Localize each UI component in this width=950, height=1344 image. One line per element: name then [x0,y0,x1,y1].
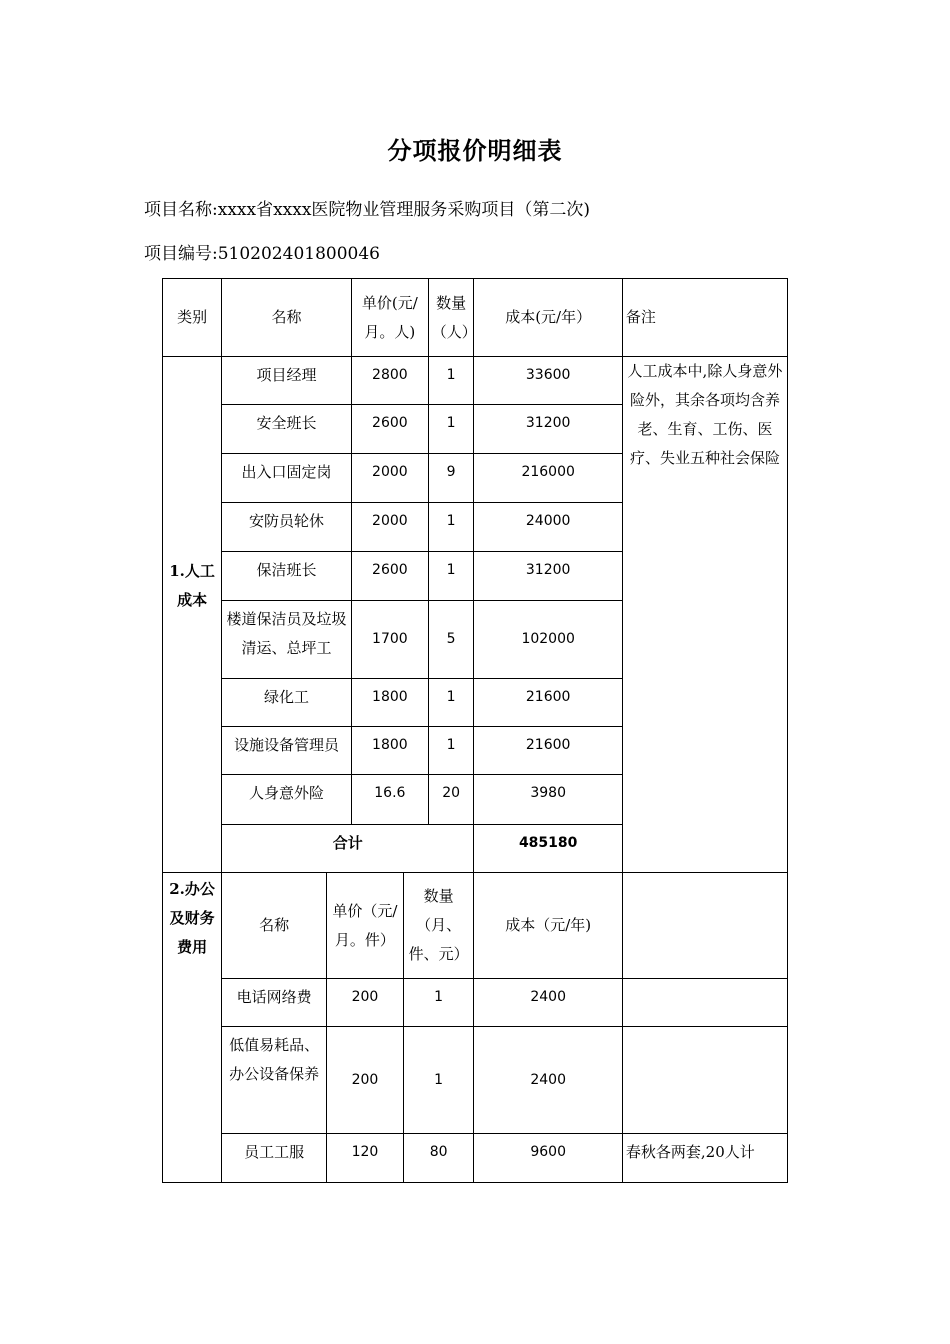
item-price: 1700 [351,601,428,679]
item-qty: 80 [403,1134,474,1183]
item-cost: 102000 [474,601,622,679]
project-code: 项目编号:510202401800046 [144,244,380,264]
item-name: 低值易耗品、办公设备保养 [222,1027,327,1134]
item-cost: 31200 [474,405,622,454]
header-category: 类别 [163,279,222,357]
item-price: 200 [327,1027,404,1134]
page-title: 分项报价明细表 [387,136,563,165]
item-name: 人身意外险 [222,775,352,825]
office-header-cost: 成本（元/年) [474,873,622,979]
labor-note: 人工成本中,除人身意外险外，其余各项均含养老、生育、工伤、医疗、失业五种社会保险 [622,357,787,873]
item-price: 1800 [351,679,428,727]
item-cost: 24000 [474,503,622,552]
item-cost: 2400 [474,1027,622,1134]
table-header-row [163,279,788,357]
table-row [163,357,788,405]
item-price: 2000 [351,503,428,552]
project-name: 项目名称:xxxx省xxxx医院物业管理服务采购项目（第二次) [144,200,591,220]
item-price: 120 [327,1134,404,1183]
header-note: 备注 [622,279,787,357]
item-note [622,1027,787,1134]
office-header-note [622,873,787,979]
item-name: 设施设备管理员 [222,727,352,775]
item-cost: 9600 [474,1134,622,1183]
item-qty: 1 [403,1027,474,1134]
office-header-row [163,873,788,979]
total-value: 485180 [474,825,622,873]
item-name: 安防员轮休 [222,503,352,552]
item-qty: 1 [403,979,474,1027]
item-price: 2600 [351,552,428,601]
item-price: 200 [327,979,404,1027]
item-cost: 2400 [474,979,622,1027]
item-price: 16.6 [351,775,428,825]
office-header-quantity: 数量（月、件、元） [403,873,474,979]
item-note [622,979,787,1027]
item-name: 出入口固定岗 [222,454,352,503]
item-cost: 3980 [474,775,622,825]
header-quantity: 数量（人） [428,279,474,357]
category-office: 2.办公及财务费用 [163,873,222,1183]
item-name: 电话网络费 [222,979,327,1027]
item-price: 2800 [351,357,428,405]
item-cost: 31200 [474,552,622,601]
item-cost: 33600 [474,357,622,405]
quote-table [162,278,788,1183]
item-name: 安全班长 [222,405,352,454]
header-cost: 成本(元/年） [474,279,622,357]
table-row [163,1027,788,1134]
item-qty: 9 [428,454,474,503]
office-header-name: 名称 [222,873,327,979]
item-cost: 21600 [474,679,622,727]
item-price: 2600 [351,405,428,454]
item-qty: 5 [428,601,474,679]
item-cost: 21600 [474,727,622,775]
item-qty: 1 [428,552,474,601]
item-qty: 20 [428,775,474,825]
table-row [163,979,788,1027]
table-row [163,1134,788,1183]
item-qty: 1 [428,503,474,552]
total-label: 合计 [222,825,474,873]
header-unit-price: 单价(元/月。人) [351,279,428,357]
item-cost: 216000 [474,454,622,503]
item-qty: 1 [428,679,474,727]
item-name: 保洁班长 [222,552,352,601]
item-price: 1800 [351,727,428,775]
item-price: 2000 [351,454,428,503]
item-name: 绿化工 [222,679,352,727]
item-name: 楼道保洁员及垃圾清运、总坪工 [222,601,352,679]
item-name: 项目经理 [222,357,352,405]
header-name: 名称 [222,279,352,357]
office-header-unit-price: 单价（元/月。件） [327,873,404,979]
item-note: 春秋各两套,20人计 [622,1134,787,1183]
item-qty: 1 [428,727,474,775]
category-labor: 1.人工成本 [163,357,222,873]
item-name: 员工工服 [222,1134,327,1183]
item-qty: 1 [428,357,474,405]
item-qty: 1 [428,405,474,454]
